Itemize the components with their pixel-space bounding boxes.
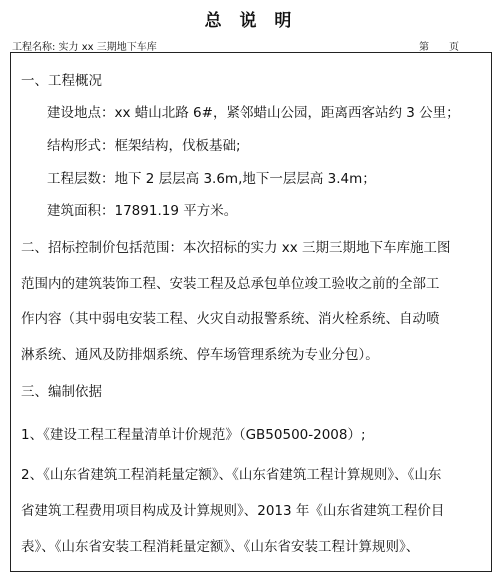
basis-item-2-line-1: 2、《山东省建筑工程消耗量定额》、《山东省建筑工程计算规则》、《山东 xyxy=(21,467,442,483)
basis-item-2-line-3: 表》、《山东省安装工程消耗量定额》、《山东省安装工程计算规则》、 xyxy=(21,539,420,555)
building-area: 建筑面积：17891.19 平方米。 xyxy=(47,203,238,219)
section-1-heading: 一、工程概况 xyxy=(21,73,102,89)
floor-count: 工程层数：地下 2 层层高 3.6m,地下一层层高 3.4m； xyxy=(47,171,376,187)
section-2-line-1: 二、招标控制价包括范围：本次招标的实力 xx 三期三期地下车库施工图 xyxy=(21,240,451,256)
basis-item-1: 1、《建设工程工程量清单计价规范》（GB50500-2008）; xyxy=(21,427,366,443)
section-2-line-2: 范围内的建筑装饰工程、安装工程及总承包单位竣工验收之前的全部工 xyxy=(21,276,440,292)
structure-form: 结构形式：框架结构，伐板基础; xyxy=(47,138,241,154)
project-name: 工程名称: 实力 xx 三期地下车库 xyxy=(12,42,157,53)
section-2-line-3: 作内容（其中弱电安装工程、火灾自动报警系统、消火栓系统、自动喷 xyxy=(21,311,440,327)
section-2-line-4: 淋系统、通风及防排烟系统、停车场管理系统为专业分包）。 xyxy=(21,347,379,363)
content-frame xyxy=(10,52,492,572)
basis-item-2-line-2: 省建筑工程费用项目构成及计算规则》、2013 年《山东省建筑工程价目 xyxy=(21,503,445,519)
document-title: 总 说 明 xyxy=(204,11,298,31)
construction-location: 建设地点：xx 蜡山北路 6#，紧邻蜡山公园，距离西客站约 3 公里； xyxy=(47,105,460,121)
section-3-heading: 三、编制依据 xyxy=(21,384,102,400)
page-number-label: 第 页 xyxy=(419,42,459,53)
